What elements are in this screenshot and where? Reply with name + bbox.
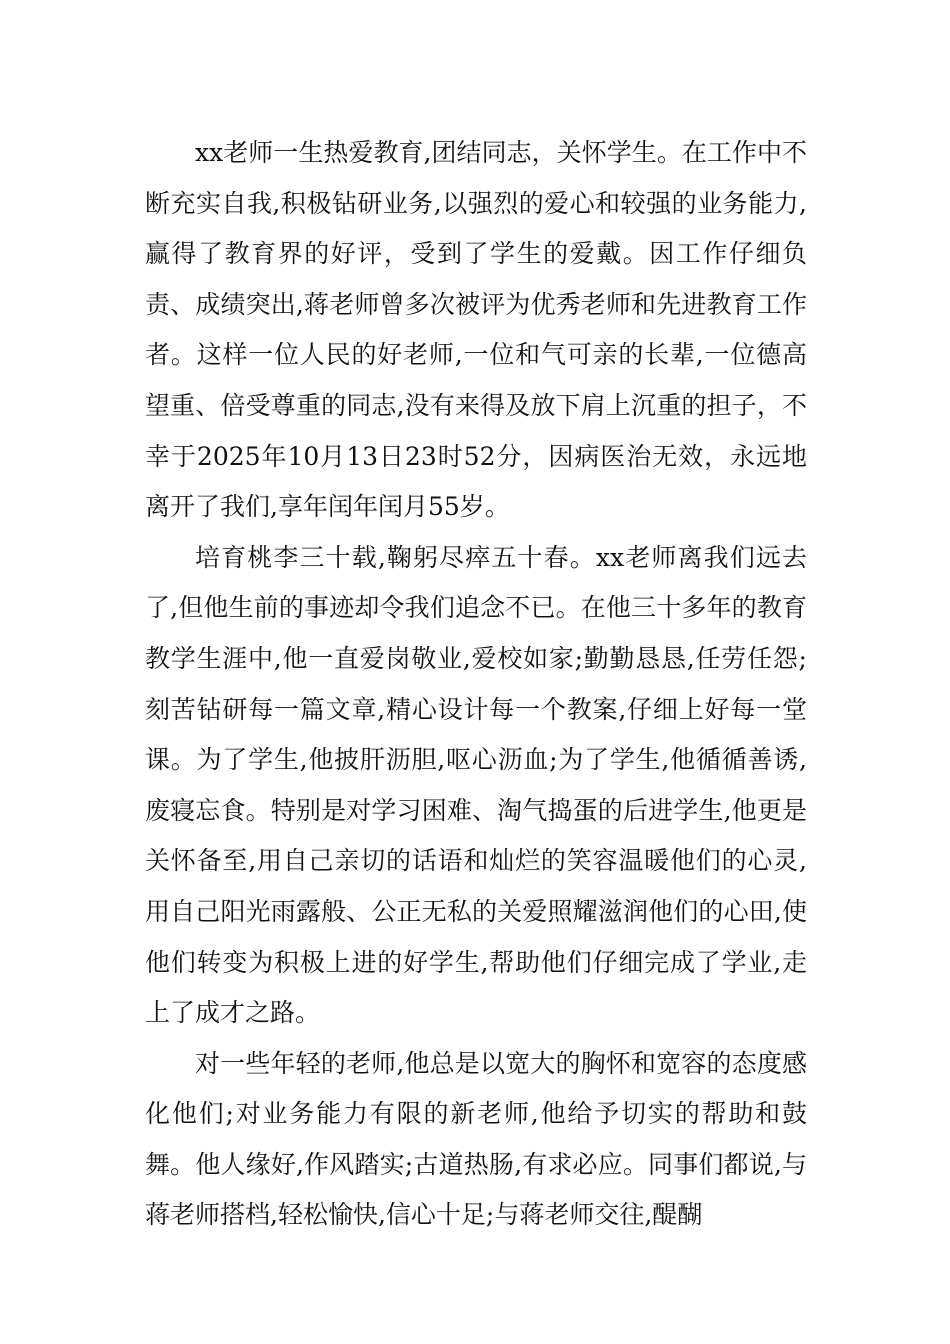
document-body [145, 128, 807, 1241]
paragraph-2: 培育桃李三十载,鞠躬尽瘁五十春。xx老师离我们远去了,但他生前的事迹却令我们追念不已。在他三十多年的教育教学生涯中,他一直爱岗敬业,爱校如家;勤勤恳恳,任劳任怨;刻苦钻研每一篇文章,精心设计每一个教案,仔细上好每一堂课。为了学生,他披肝沥胆,呕心沥血;为了学生,他循循善诱,废寝忘食。特别是对学习困难、淘气捣蛋的后进学生,他更是关怀备至,用自己亲切的话语和灿烂的笑容温暖他们的心灵,用自己阳光雨露般、公正无私的关爱照耀滋润他们的心田,使他们转变为积极上进的好学生,帮助他们仔细完成了学业,走上了成才之路。 [145, 542, 807, 1028]
paragraph-1: xx老师一生热爱教育,团结同志，关怀学生。在工作中不断充实自我,积极钻研业务,以强烈的爱心和较强的业务能力,赢得了教育界的好评，受到了学生的爱戴。因工作仔细负责、成绩突出,蒋老师曾多次被评为优秀老师和先进教育工作者。这样一位人民的好老师,一位和气可亲的长辈,一位德高望重、倍受尊重的同志,没有来得及放下肩上沉重的担子，不幸于2025年10月13日23时52分，因病医治无效，永远地离开了我们,享年闰年闰月55岁。 [145, 138, 807, 522]
paragraph-3: 对一些年轻的老师,他总是以宽大的胸怀和宽容的态度感化他们;对业务能力有限的新老师,他给予切实的帮助和鼓舞。他人缘好,作风踏实;古道热肠,有求必应。同事们都说,与蒋老师搭档,轻松愉快,信心十足;与蒋老师交往,醍醐 [145, 1048, 807, 1230]
